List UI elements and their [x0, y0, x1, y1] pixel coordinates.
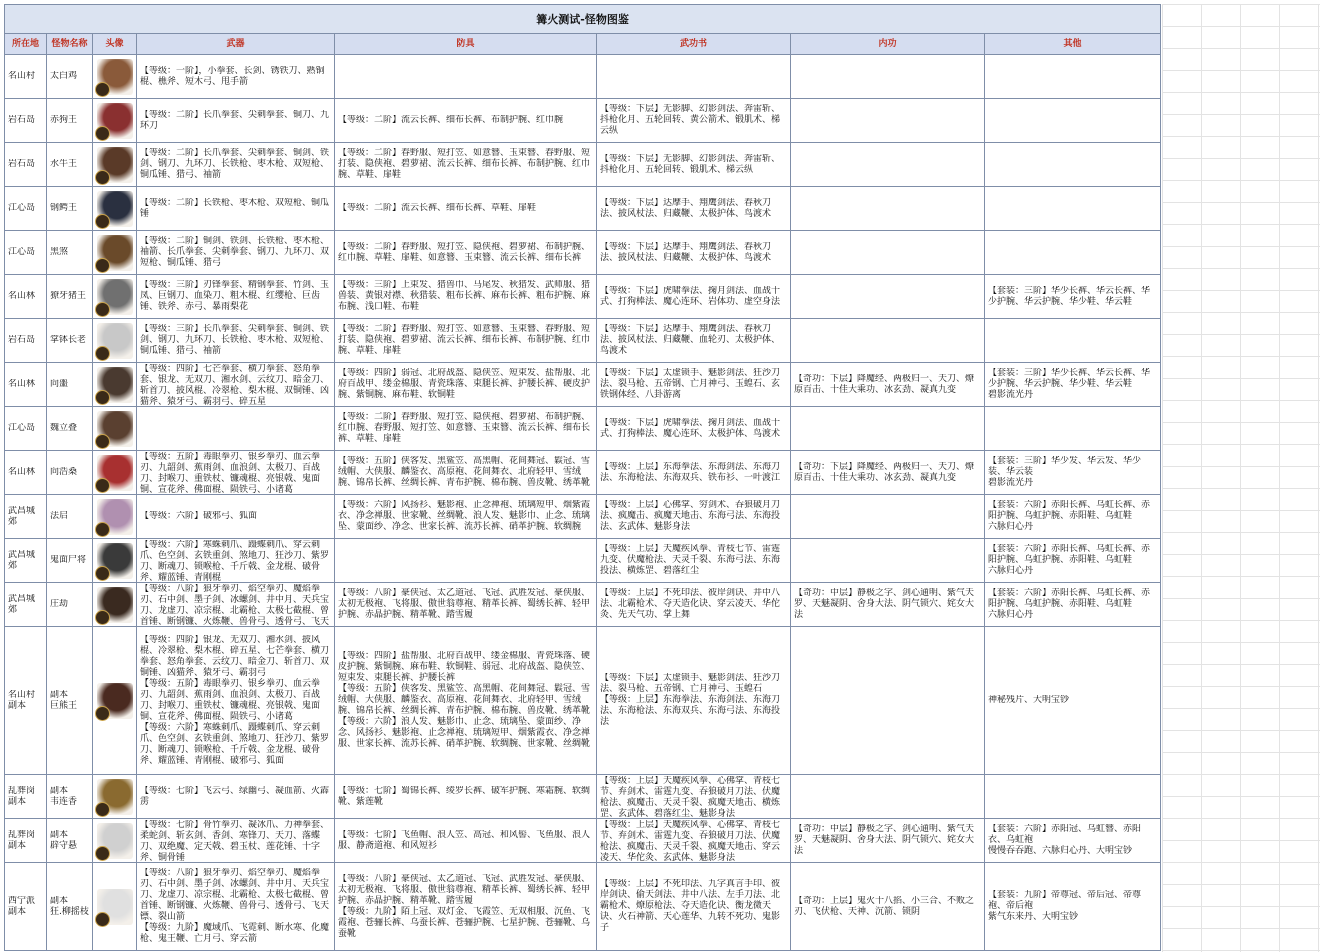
inner-skill-cell[interactable] — [791, 187, 985, 231]
skill-book-cell[interactable]: 【等级：上层】天魔疾风拳、心佛掌、青枝七节、弃剑术、雷霆九变、吞狼破月刀法、伏魔枪法、疯魔击、天灵千裂、疯魔天地击、横炼罡、玄武体、碧落红尘、魅影身法 — [597, 775, 791, 819]
whitehair-avatar — [97, 823, 133, 859]
other-cell[interactable]: 【套装：六阶】赤阳长裤、乌虹长裤、赤阳护腕、乌虹护腕、赤阳鞋、乌虹鞋 六脉归心丹 — [985, 539, 1161, 583]
avatar-cell[interactable] — [93, 627, 137, 775]
weapon-cell[interactable]: 【等级：二阶】长爪拳套、尖刺拳套、铜刀、九环刀 — [137, 99, 335, 143]
location-cell[interactable]: 名山林 — [5, 451, 47, 495]
armor-cell[interactable]: 【等级：三阶】上束发、猎兽巾、马尾发、秋猎发、武师服、猎兽装、黄银对襟、秋猎装、粗布长裤、麻布长裤、粗布护腕、麻布腕、浅口鞋、布鞋 — [335, 275, 597, 319]
inner-skill-cell[interactable] — [791, 539, 985, 583]
monster-name-cell[interactable]: 鬼面尸将 — [47, 539, 93, 583]
skill-book-cell[interactable]: 【等级：下层】太虚锁手、魅影剑法、狂沙刀法、裂马枪、五帝钢、亡月神弓、玉蝗石 【等级：上层】东海拳法、东海剑法、东海刀法、东海枪法、东海双兵、东海弓法、东海投法 — [597, 627, 791, 775]
skill-book-cell[interactable]: 【等级：下层】达摩手、翔鹰剑法、春秋刀法、披风杖法、归藏鞭、血轮刃、太极护体、鸟渡术 — [597, 319, 791, 363]
weapon-cell[interactable]: 【等级：五阶】毒眼拳刃、银乡拳刃、血云拳刃、九韶剑、蕉雨剑、血浪剑、太极刀、百战刀、封喉刀、重铁杖、镰魂棍、亮银戟、鬼面铜、宣花斧、佛面棍、陨铁弓、小诸葛 — [137, 451, 335, 495]
armor-cell[interactable]: 【等级：二阶】春野服、短打笠、如意簪、玉束簪、春野服、短打装、隐侠袍、碧萝裙、流云长裤、细布长裤、布制护腕、红巾腕、草鞋、扉鞋 — [335, 319, 597, 363]
armor-cell[interactable]: 【等级：五阶】侠客发、黑鲨笠、高黑帽、花间舞冠、鬏冠、雪绒帽、大侠服、麟鉴衣、高原袍、花间舞衣、北府轻甲、雪绒腕、锦帛长裤、丝绸长裤、青布护腕、棉布腕、兽皮靴、绣革靴 — [335, 451, 597, 495]
skill-book-cell[interactable]: 【等级：下层】无影脚、幻影剑法、奔雷斩、抖枪化月、五轮回转、锻肌术、梯云纵 — [597, 143, 791, 187]
avatar-cell[interactable] — [93, 231, 137, 275]
monster-name-cell[interactable]: 法启 — [47, 495, 93, 539]
other-cell[interactable] — [985, 99, 1161, 143]
monster-name-cell[interactable]: 庄劫 — [47, 583, 93, 627]
table-row — [5, 495, 1161, 539]
inner-skill-cell[interactable]: 【奇功：下层】降魔经、两极归一、天刀、燎原百击、十佳大乘功、冰玄劲、凝真九变 — [791, 363, 985, 407]
table-row — [5, 99, 1161, 143]
monster-name-cell[interactable]: 向噩 — [47, 363, 93, 407]
column-header[interactable]: 所在地 — [5, 34, 47, 55]
level-badge-icon — [95, 846, 110, 861]
brute-avatar — [97, 367, 133, 403]
monster-name-cell[interactable]: 黑煞 — [47, 231, 93, 275]
weapon-cell[interactable]: 【等级：八阶】狼牙拳刃、焰空拳刃、魔焰拳刃、石中剑、墨子剑、冰螺剑、井中月、天兵宝刀、龙虚刀、凉宗棍、北霸枪、太极七截棍、曾首锤、断钢镰、火炼鞭、兽骨弓、透骨弓、飞天镖、裂山箭 【等级：九阶】魔域爪、飞霓刺、断水寒、化魔枪、鬼王鞭、亡月弓、穿云箭 — [137, 863, 335, 951]
level-badge-icon — [95, 478, 110, 493]
level-badge-icon — [95, 82, 110, 97]
skill-book-cell[interactable]: 【等级：下层】达摩手、翔鹰剑法、春秋刀法、披风杖法、归藏鞭、太极护体、鸟渡术 — [597, 231, 791, 275]
weapon-cell[interactable]: 【等级：六阶】寒蛛刺爪、蹑蝶刺爪、穿云刺爪、色空剑、玄铁重剑、煞地刀、狂沙刀、紫罗刀、断魂刀、锁喉枪、千斤戟、金龙棍、破骨斧、耀蓝锤、青刚棍 — [137, 539, 335, 583]
level-badge-icon — [95, 258, 110, 273]
ghoul-avatar — [97, 543, 133, 579]
table-row — [5, 627, 1161, 775]
table-row — [5, 863, 1161, 951]
other-cell[interactable] — [985, 187, 1161, 231]
monster-name-cell[interactable]: 獠牙猪王 — [47, 275, 93, 319]
table-row — [5, 231, 1161, 275]
avatar-cell[interactable] — [93, 99, 137, 143]
level-badge-icon — [95, 566, 110, 581]
inner-skill-cell[interactable] — [791, 775, 985, 819]
inner-skill-cell[interactable] — [791, 231, 985, 275]
column-header[interactable]: 内功 — [791, 34, 985, 55]
level-badge-icon — [95, 522, 110, 537]
level-badge-icon — [95, 610, 110, 625]
redmask-avatar — [97, 455, 133, 491]
inner-skill-cell[interactable] — [791, 143, 985, 187]
weapon-cell[interactable]: 【等级：七阶】飞云弓、绿幽弓、凝血箭、火霹雳 — [137, 775, 335, 819]
column-header[interactable]: 怪物名称 — [47, 34, 93, 55]
column-header[interactable]: 防具 — [335, 34, 597, 55]
column-header[interactable]: 其他 — [985, 34, 1161, 55]
monster-name-cell[interactable]: 掌钵长老 — [47, 319, 93, 363]
avatar-cell[interactable] — [93, 275, 137, 319]
inner-skill-cell[interactable] — [791, 627, 985, 775]
weapon-cell[interactable]: 【等级：四阶】银龙、无双刀、湘水剑、披风棍、冷翠枪、梨木棍、碎五星、七芒拳套、横刀拳套、怒角拳套、云纹刀、暗金刀、斩首刀、双铜锤、凶猫斧、猿牙弓、霸羽弓 【等级：五阶】毒眼拳刃、银乡拳刃、血云拳刃、九韶剑、蕉雨剑、血浪剑、太极刀、百战刀、封喉刀、重铁杖、镰魂棍、亮银戟、鬼面铜、宣花斧、佛面棍、陨铁弓、小诸葛 【等级：六阶】寒蛛刺爪、蹑蝶刺爪、穿云刺爪、色空剑、玄铁重剑、煞地刀、狂沙刀、紫罗刀、断魂刀、锁喉枪、千斤戟、金龙棍、破骨斧、耀蓝锤、青刚棍、破邪弓、狐面 — [137, 627, 335, 775]
location-cell[interactable]: 西宁派 副本 — [5, 863, 47, 951]
table-row — [5, 407, 1161, 451]
bear-avatar — [97, 683, 133, 719]
skill-book-cell[interactable]: 【等级：上层】不死印法、九字真言手印、彼岸剑诀、偷天剑法、井中八法、左手刀法、北霸枪术、燎原枪法、夺天造化诀、衡龙微天诀、火石神箭、天心莲华、九转不死功、鬼影子 — [597, 863, 791, 951]
armor-cell[interactable]: 【等级：二阶】流云长裤、细布长裤、草鞋、扉鞋 — [335, 187, 597, 231]
skill-book-cell[interactable]: 【等级：上层】东海拳法、东海剑法、东海刀法、东海枪法、东海双兵、铁布衫、一叶渡江 — [597, 451, 791, 495]
location-cell[interactable]: 名山村 — [5, 55, 47, 99]
other-cell[interactable] — [985, 319, 1161, 363]
pig-avatar — [97, 279, 133, 315]
location-cell[interactable]: 名山村副本 — [5, 627, 47, 775]
boar-avatar — [97, 103, 133, 139]
table-row — [5, 55, 1161, 99]
level-badge-icon — [95, 434, 110, 449]
monster-name-cell[interactable]: 钢鳄王 — [47, 187, 93, 231]
monster-name-cell[interactable]: 副本 狂.柳摇枝 — [47, 863, 93, 951]
avatar-cell[interactable] — [93, 495, 137, 539]
location-cell[interactable]: 名山林 — [5, 363, 47, 407]
armor-cell[interactable]: 【等级：八阶】豪侠冠、太乙道冠、飞冠、武胜发冠、豪侠服、太初无极袍、飞将服、傲世翁尊袍、精革长裤、蜀绣长裤、轻甲护腕、赤晶护腕、精革靴、踏雪履 — [335, 583, 597, 627]
weapon-cell[interactable]: 【等级：二阶】长爪拳套、尖刺拳套、铜剑、铁剑、钢刀、九环刀、长铁枪、枣木枪、双短枪、铜瓜锤、猎弓、袖箭 — [137, 143, 335, 187]
rooster-avatar — [97, 59, 133, 95]
armor-cell[interactable]: 【等级：八阶】豪侠冠、太乙道冠、飞冠、武胜发冠、豪侠服、太初无极袍、飞将服、傲世翁尊袍、精革长裤、蜀绣长裤、轻甲护腕、赤晶护腕、精革靴、踏雪履 【等级：九阶】陌上冠、双灯金、飞霞笠、无双相服、沉鱼、飞霞袍、苍骊长裤、乌蚕长裤、苍骊护腕、七星护腕、苍骊靴、乌蚕靴 — [335, 863, 597, 951]
monster-name-cell[interactable]: 向浩桑 — [47, 451, 93, 495]
avatar-cell[interactable] — [93, 775, 137, 819]
level-badge-icon — [95, 912, 110, 927]
weapon-cell[interactable]: 【等级：三阶】长爪拳套、尖刺拳套、铜剑、铁剑、钢刀、九环刀、长铁枪、枣木枪、双短枪、铜瓜锤、猎弓、袖箭 — [137, 319, 335, 363]
sheet-title: 篝火测试-怪物图鉴 — [5, 5, 1161, 34]
other-cell[interactable]: 【套装：三阶】华少发、华云发、华少装、华云装 碧影流光丹 — [985, 451, 1161, 495]
other-cell[interactable]: 【套装：六阶】赤阳长裤、乌虹长裤、赤阳护腕、乌虹护腕、赤阳鞋、乌虹鞋 六脉归心丹 — [985, 495, 1161, 539]
table-row — [5, 187, 1161, 231]
location-cell[interactable]: 江心岛 — [5, 187, 47, 231]
empty-sheet-grid — [1162, 4, 1320, 952]
column-header[interactable]: 头像 — [93, 34, 137, 55]
level-badge-icon — [95, 706, 110, 721]
hat-avatar — [97, 411, 133, 447]
monster-name-cell[interactable]: 副本 韦连香 — [47, 775, 93, 819]
monster-name-cell[interactable]: 副本 巨熊王 — [47, 627, 93, 775]
table-row — [5, 275, 1161, 319]
armor-cell[interactable] — [335, 55, 597, 99]
armor-cell[interactable] — [335, 539, 597, 583]
table-row — [5, 363, 1161, 407]
armor-cell[interactable]: 【等级：四阶】盐帮服、北府百战甲、缕金棉服、青瓷珠落、硬皮护腕、紫铜腕、麻布鞋、软铜鞋、弱冠、北府战盔、隐侠笠、短束发、束腿长裤、护腰长裤 【等级：五阶】侠客发、黑鲨笠、高黑帽、花间舞冠、鬏冠、雪绒帽、大侠服、麟鉴衣、高原袍、花间舞衣、北府轻甲、雪绒腕、锦帛长裤、丝绸长裤、青布护腕、棉布腕、兽皮靴、绣革靴 【等级：六阶】浪人发、魅影巾、止念、琉璃坠、蒙面纱、净念、风扬衫、魅影袍、止念禅袍、琉璃短甲、烟紫霞衣、净念禅服、世家长裤、流苏长裤、硝革护腕、软绸腕、世家靴、丝绸靴 — [335, 627, 597, 775]
avatar-cell[interactable] — [93, 819, 137, 863]
weapon-cell[interactable]: 【等级：三阶】刃锋拳套、精钢拳套、竹剑、玉凤、巨钢刀、血染刀、粗木棍、红缨枪、巨齿锤、铁斧、赤弓、暴雨梨花 — [137, 275, 335, 319]
avatar-cell[interactable] — [93, 583, 137, 627]
inner-skill-cell[interactable] — [791, 275, 985, 319]
location-cell[interactable]: 武昌城郊 — [5, 539, 47, 583]
inner-skill-cell[interactable] — [791, 55, 985, 99]
monster-name-cell[interactable]: 水牛王 — [47, 143, 93, 187]
table-row — [5, 319, 1161, 363]
skill-book-cell[interactable]: 【等级：上层】天魔疾风拳、青枝七节、雷霆九变、伏魔枪法、天灵千裂、东海弓法、东海投法、横炼罡、碧落红尘 — [597, 539, 791, 583]
level-badge-icon — [95, 802, 110, 817]
other-cell[interactable]: 【套装：六阶】赤阳长裤、乌虹长裤、赤阳护腕、乌虹护腕、赤阳鞋、乌虹鞋 六脉归心丹 — [985, 583, 1161, 627]
inner-skill-cell[interactable] — [791, 495, 985, 539]
weapon-cell[interactable]: 【等级：八阶】狼牙拳刃、焰空拳刃、魔焰拳刃、石中剑、墨子剑、冰螺剑、井中月、天兵宝刀、龙虚刀、凉宗棍、北霸枪、太极七截棍、曾首锤、断钢镰、火炼鞭、兽骨弓、透骨弓、飞天 — [137, 583, 335, 627]
avatar-cell[interactable] — [93, 539, 137, 583]
weapon-cell[interactable]: 【等级：一阶】，小拳套、长剑、锈铁刀、熟铜棍、樵斧、短木弓、甩手箭 — [137, 55, 335, 99]
table-row — [5, 775, 1161, 819]
gold-avatar — [97, 779, 133, 815]
avatar-cell[interactable] — [93, 451, 137, 495]
inner-skill-cell[interactable]: 【奇功：中层】静极之字、剑心通明、紫气天罗、天魅凝阴、舍身大法、阴气锁穴、姹女大法 — [791, 583, 985, 627]
inner-skill-cell[interactable]: 【奇功：上层】鬼火十八掐、小三合、不败之刃、飞伏枪、天神、沉箭、锁阴 — [791, 863, 985, 951]
level-badge-icon — [95, 346, 110, 361]
location-cell[interactable]: 武昌城郊 — [5, 583, 47, 627]
armor-cell[interactable]: 【等级：七阶】蜀锦长裤、绫罗长裤、破军护腕、寒霜腕、软绸靴、紫莲靴 — [335, 775, 597, 819]
other-cell[interactable] — [985, 55, 1161, 99]
column-header[interactable]: 武器 — [137, 34, 335, 55]
avatar-cell[interactable] — [93, 143, 137, 187]
monster-table — [4, 4, 1161, 951]
inner-skill-cell[interactable] — [791, 407, 985, 451]
inner-skill-cell[interactable]: 【奇功：中层】静极之字、剑心通明、紫气天罗、天魅凝阴、舍身大法、阴气锁穴、姹女大法 — [791, 819, 985, 863]
monster-name-cell[interactable]: 赤狗王 — [47, 99, 93, 143]
armor-cell[interactable]: 【等级：六阶】风扬衫、魅影袍、止念禅袍、琉璃短甲、烟紫霞衣、净念禅服、世家靴、丝绸靴、浪人发、魅影巾、止念、琉璃坠、蒙面纱、净念、世家长裤、流苏长裤、硝革护腕、软绸腕 — [335, 495, 597, 539]
header-row — [5, 34, 1161, 55]
skill-book-cell[interactable]: 【等级：下层】无影脚、幻影剑法、奔雷斩、抖枪化月、五轮回转、黄公箭术、锻肌术、梯云纵 — [597, 99, 791, 143]
armor-cell[interactable]: 【等级：二阶】春野服、短打笠、隐侠袍、碧萝裙、布制护腕、红巾腕、春野服、短打笠、如意簪、玉束簪、流云长裤、细布长裤、草鞋、扉鞋 — [335, 407, 597, 451]
spreadsheet — [4, 4, 1161, 951]
other-cell[interactable]: 神秘残片、大明宝钞 — [985, 627, 1161, 775]
elder-avatar — [97, 323, 133, 359]
avatar-cell[interactable] — [93, 863, 137, 951]
location-cell[interactable]: 岩石岛 — [5, 319, 47, 363]
monk-avatar — [97, 499, 133, 535]
avatar-cell[interactable] — [93, 407, 137, 451]
skill-book-cell[interactable]: 【等级：下层】虎啸拳法、掬月剑法、血战十式、打狗棒法、魔心连环、岩体功、虚空身法 — [597, 275, 791, 319]
level-badge-icon — [95, 302, 110, 317]
bull-avatar — [97, 147, 133, 183]
level-badge-icon — [95, 126, 110, 141]
monster-name-cell[interactable]: 魏立叠 — [47, 407, 93, 451]
inner-skill-cell[interactable] — [791, 99, 985, 143]
table-row — [5, 451, 1161, 495]
weapon-cell[interactable]: 【等级：四阶】七芒拳套、横刀拳套、怒角拳套、银龙、无双刀、湘水剑、云纹刀、暗金刀、斩首刀、披风棍、冷翠枪、梨木棍、双铜锤、凶猫斧、猿牙弓、霸羽弓、碎五星 — [137, 363, 335, 407]
armor-cell[interactable]: 【等级：二阶】流云长裤、细布长裤、布制护腕、红巾腕 — [335, 99, 597, 143]
location-cell[interactable]: 乱葬岗 副本 — [5, 775, 47, 819]
table-body — [5, 55, 1161, 951]
other-cell[interactable] — [985, 775, 1161, 819]
other-cell[interactable]: 【套装：六阶】赤阳冠、乌虹簪、赤阳衣、乌虹袍 慢慢吞吞跑、六脉归心丹、大明宝钞 — [985, 819, 1161, 863]
location-cell[interactable]: 岩石岛 — [5, 99, 47, 143]
armor-cell[interactable]: 【等级：四阶】弱冠、北府战盔、隐侠笠、短束发、盐帮服、北府百战甲、缕金棉服、青瓷珠落、束腿长裤、护腰长裤、硬皮护腕、紫铜腕、麻布鞋、软铜鞋 — [335, 363, 597, 407]
skill-book-cell[interactable]: 【等级：下层】达摩手、翔鹰剑法、春秋刀法、披风杖法、归藏鞭、太极护体、鸟渡术 — [597, 187, 791, 231]
weapon-cell[interactable]: 【等级：二阶】铜剑、铁剑、长铁枪、枣木枪、袖箭、长爪拳套、尖刺拳套、钢刀、九环刀、双短枪、铜瓜锤、猎弓 — [137, 231, 335, 275]
monster-name-cell[interactable]: 副本 辟守悬 — [47, 819, 93, 863]
warrior-avatar — [97, 235, 133, 271]
column-header[interactable]: 武功书 — [597, 34, 791, 55]
location-cell[interactable]: 武昌城郊 — [5, 495, 47, 539]
armor-cell[interactable]: 【等级：二阶】春野服、短打笠、如意簪、玉束簪、春野服、短打装、隐侠袍、碧萝裙、流云长裤、细布长裤、布制护腕、红巾腕、草鞋、扉鞋 — [335, 143, 597, 187]
avatar-cell[interactable] — [93, 319, 137, 363]
skill-book-cell[interactable]: 【等级：下层】虎啸拳法、掬月剑法、血战十式、打狗棒法、魔心连环、太极护体、鸟渡术 — [597, 407, 791, 451]
skill-book-cell[interactable] — [597, 55, 791, 99]
armor-cell[interactable]: 【等级：二阶】春野服、短打笠、隐侠袍、碧萝裙、布制护腕、红巾腕、草鞋、扉鞋、如意簪、玉束簪、流云长裤、细布长裤 — [335, 231, 597, 275]
monster-name-cell[interactable]: 太白鸡 — [47, 55, 93, 99]
avatar-cell[interactable] — [93, 187, 137, 231]
croc-avatar — [97, 191, 133, 227]
location-cell[interactable]: 岩石岛 — [5, 143, 47, 187]
inner-skill-cell[interactable] — [791, 319, 985, 363]
weapon-cell[interactable] — [137, 407, 335, 451]
table-row — [5, 539, 1161, 583]
weapon-cell[interactable]: 【等级：二阶】长铁枪、枣木枪、双短枪、铜瓜锤 — [137, 187, 335, 231]
table-row — [5, 143, 1161, 187]
weapon-cell[interactable]: 【等级：六阶】破邪弓、狐面 — [137, 495, 335, 539]
avatar-cell[interactable] — [93, 55, 137, 99]
weapon-cell[interactable]: 【等级：七阶】骨竹拳刃、凝冰爪、力神拳套、柔蛇剑、斩玄剑、香剑、寒锋刀、天刀、落蝶刀、双绝魔、定天戟、碧玉杖、莲花锤、十字斧、铜骨锤 — [137, 819, 335, 863]
other-cell[interactable]: 【套装：九阶】帝尊冠、帝后冠、帝尊袍、帝后袍 紫气东来丹、大明宝钞 — [985, 863, 1161, 951]
table-row — [5, 819, 1161, 863]
other-cell[interactable] — [985, 407, 1161, 451]
skill-book-cell[interactable]: 【等级：上层】天魔疾风拳、心佛掌、青枝七节、弃剑术、雷霆九变、吞狼破月刀法、伏魔枪法、疯魔击、天灵千裂、疯魔天地击、穿云凌天、华佗灸、玄武体、魅影身法 — [597, 819, 791, 863]
level-badge-icon — [95, 170, 110, 185]
level-badge-icon — [95, 214, 110, 229]
skill-book-cell[interactable]: 【等级：上层】不死印法、彼岸剑诀、井中八法、北霸枪术、夺天造化诀、穿云凌天、华佗灸、先天气功、掌上舞 — [597, 583, 791, 627]
inner-skill-cell[interactable]: 【奇功：下层】降魔经、两极归一、天刀、燎原百击、十佳大乘功、冰玄劲、凝真九变 — [791, 451, 985, 495]
avatar-cell[interactable] — [93, 363, 137, 407]
general-avatar — [97, 587, 133, 623]
table-row — [5, 583, 1161, 627]
oldman-avatar — [97, 889, 133, 925]
other-cell[interactable] — [985, 231, 1161, 275]
armor-cell[interactable]: 【等级：七阶】飞鱼帽、浪人笠、高冠、和风髻、飞鱼服、浪人服、静斋道袍、和风短衫 — [335, 819, 597, 863]
skill-book-cell[interactable]: 【等级：下层】太虚锁手、魅影剑法、狂沙刀法、裂马枪、五帝钢、亡月神弓、玉蝗石、玄铁钢体经、八卦游离 — [597, 363, 791, 407]
location-cell[interactable]: 名山林 — [5, 275, 47, 319]
other-cell[interactable]: 【套装：三阶】华少长裤、华云长裤、华少护腕、华云护腕、华少鞋、华云鞋 碧影流光丹 — [985, 363, 1161, 407]
other-cell[interactable] — [985, 143, 1161, 187]
location-cell[interactable]: 江心岛 — [5, 231, 47, 275]
level-badge-icon — [95, 390, 110, 405]
location-cell[interactable]: 江心岛 — [5, 407, 47, 451]
location-cell[interactable]: 乱葬岗 副本 — [5, 819, 47, 863]
skill-book-cell[interactable]: 【等级：上层】心佛掌、穷剑术、吞狼破月刀法、疯魔击、疯魔天地击、东海弓法、东海投法、玄武体、魅影身法 — [597, 495, 791, 539]
other-cell[interactable]: 【套装：三阶】华少长裤、华云长裤、华少护腕、华云护腕、华少鞋、华云鞋 — [985, 275, 1161, 319]
